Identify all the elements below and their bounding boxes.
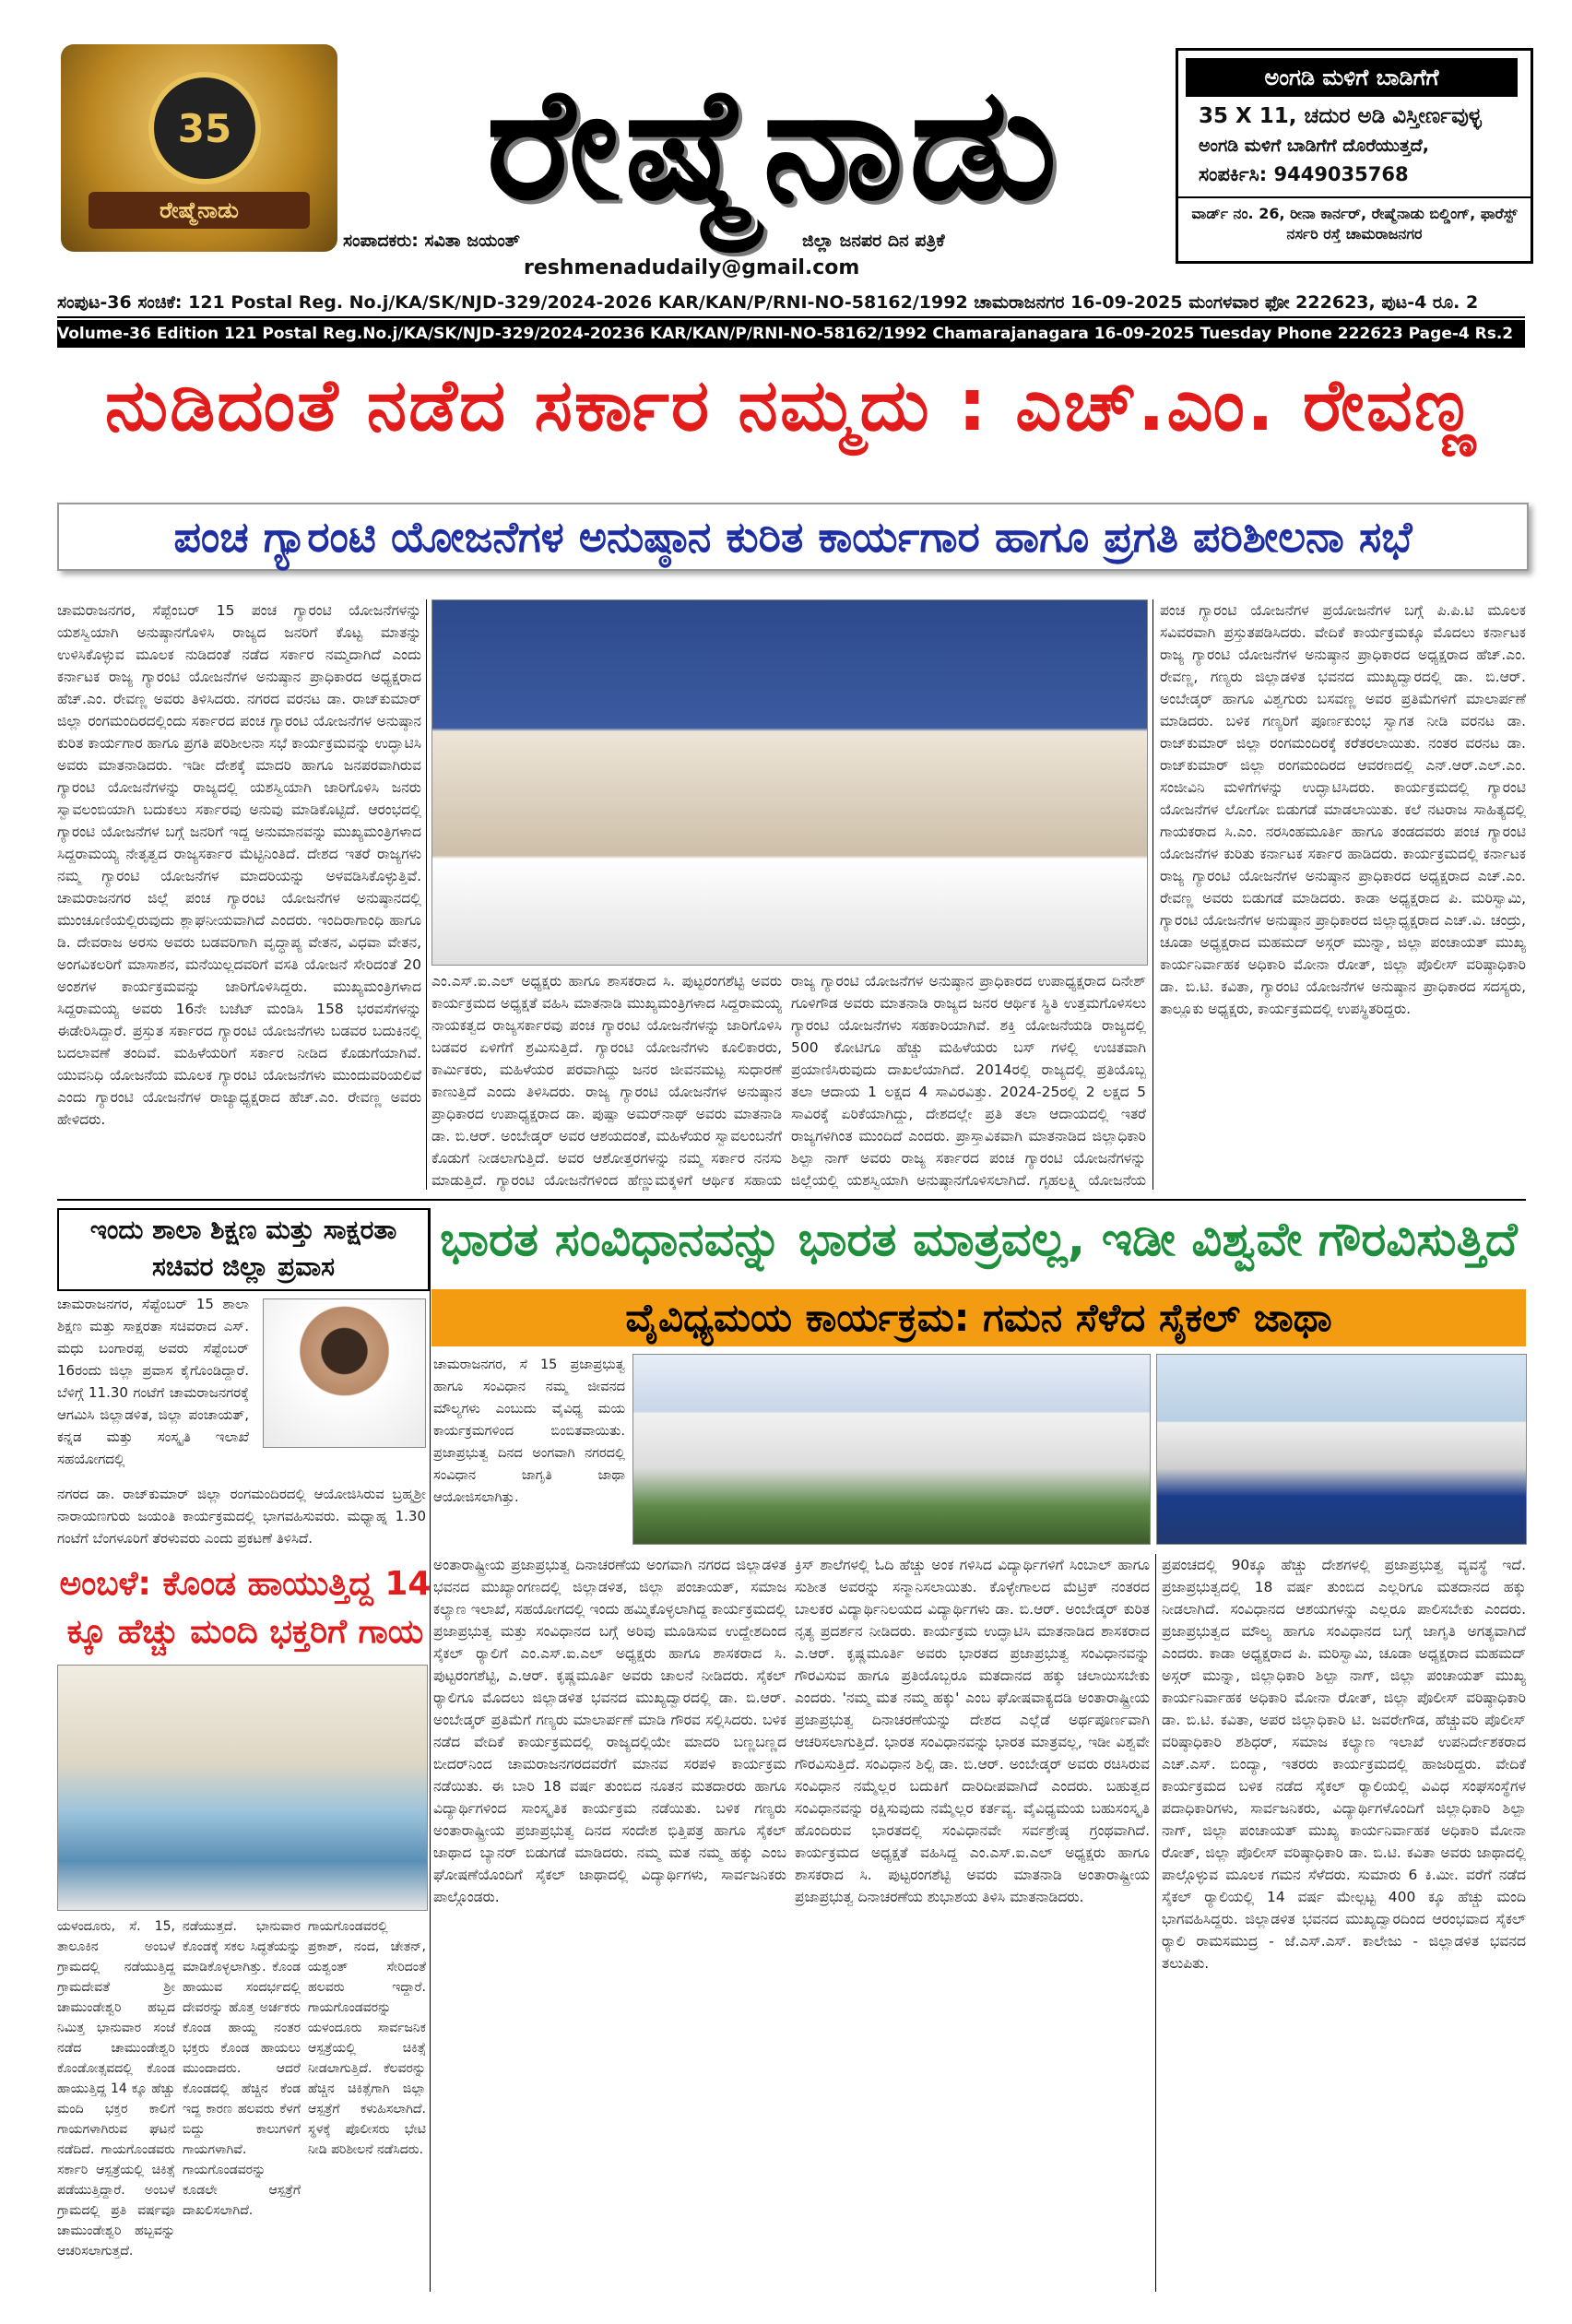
main-story-column-1: ಚಾಮರಾಜನಗರ, ಸೆಪ್ಟೆಂಬರ್ 15 ಪಂಚ ಗ್ಯಾರಂಟಿ ಯೋಜನೆಗಳನ್ನು ಯಶಸ್ವಿಯಾಗಿ ಅನುಷ್ಠಾನಗೊಳಿಸಿ ರಾಜ್ಯದ ಜನರಿಗೆ ಕೊಟ್ಟ ಮಾತನ್ನು ಉಳಿಸಿಕೊಳ್ಳುವ ಮೂಲಕ ನುಡಿದಂತೆ ನಡೆದ ಸರ್ಕಾರ ನಮ್ಮದಾಗಿದೆ ಎಂದು ಕರ್ನಾಟಕ ರಾಜ್ಯ ಗ್ಯಾರಂಟಿ ಯೋಜನೆಗಳ ಅನುಷ್ಠಾನ ಪ್ರಾಧಿಕಾರದ ಅಧ್ಯಕ್ಷರಾದ ಹೆಚ್.ಎಂ. ರೇವಣ್ಣ ಅವರು ತಿಳಿಸಿದರು. ನಗರದ ವರನಟ ಡಾ. ರಾಜ್‌ಕುಮಾರ್ ಜಿಲ್ಲಾ ರಂಗಮಂದಿರದಲ್ಲಿಂದು ಸರ್ಕಾರದ ಪಂಚ ಗ್ಯಾರಂಟಿ ಯೋಜನೆಗಳ ಅನುಷ್ಠಾನ ಕುರಿತ ಕಾರ್ಯಗಾರ ಹಾಗೂ ಪ್ರಗತಿ ಪರಿಶೀಲನಾ ಸಭೆ ಕಾರ್ಯಕ್ರಮವನ್ನು ಉದ್ಘಾಟಿಸಿ ಅವರು ಮಾತನಾಡಿದರು. ಇಡೀ ದೇಶಕ್ಕೆ ಮಾದರಿ ಹಾಗೂ ಜನಪರವಾಗಿರುವ ಗ್ಯಾರಂಟಿ ಯೋಜನೆಗಳನ್ನು ರಾಜ್ಯದಲ್ಲಿ ಯಶಸ್ವಿಯಾಗಿ ಜಾರಿಗೊಳಿಸಿ ಜನರು ಸ್ವಾವಲಂಬಿಯಾಗಿ ಬದುಕಲು ಸರ್ಕಾರವು ಅನುವು ಮಾಡಿಕೊಟ್ಟಿದೆ. ಆರಂಭದಲ್ಲಿ ಗ್ಯಾರಂಟಿ ಯೋಜನೆಗಳ ಬಗ್ಗೆ ಜನರಿಗೆ ಇದ್ದ ಅನುಮಾನವನ್ನು ಮುಖ್ಯಮಂತ್ರಿಗಳಾದ ಸಿದ್ದರಾಮಯ್ಯ ನೇತೃತ್ವದ ರಾಜ್ಯಸರ್ಕಾರ ಮೆಟ್ಟಿನಿಂತಿದೆ. ದೇಶದ ಇತರೆ ರಾಜ್ಯಗಳು ನಮ್ಮ ಗ್ಯಾರಂಟಿ ಯೋಜನೆಗಳ ಮಾದರಿಯನ್ನು ಅಳವಡಿಸಿಕೊಳ್ಳುತ್ತಿವೆ. ಚಾಮರಾಜನಗರ ಜಿಲ್ಲೆ ಪಂಚ ಗ್ಯಾರಂಟಿ ಯೋಜನೆಗಳ ಅನುಷ್ಠಾನದಲ್ಲಿ ಮುಂಚೂಣಿಯಲ್ಲಿರುವುದು ಶ್ಲಾಘನೀಯವಾಗಿದೆ ಎಂದರು. ಇಂದಿರಾಗಾಂಧಿ ಹಾಗೂ ಡಿ. ದೇವರಾಜ ಅರಸು ಅವರು ಬಡವರಿಗಾಗಿ ವೃದ್ಧಾಪ್ಯ ವೇತನ, ವಿಧವಾ ವೇತನ, ಅಂಗವಿಕಲರಿಗೆ ಮಾಸಾಶನ, ಮನೆಯಿಲ್ಲದವರಿಗೆ ವಸತಿ ಯೋಜನೆ ಸೇರಿದಂತೆ 20 ಅಂಶಗಳ ಕಾರ್ಯಕ್ರಮವನ್ನು ಜಾರಿಗೊಳಿಸಿದ್ದರು. ಮುಖ್ಯಮಂತ್ರಿಗಳಾದ ಸಿದ್ದರಾಮಯ್ಯ ಅವರು 16ನೇ ಬಜೆಟ್ ಮಂಡಿಸಿ 158 ಭರವಸೆಗಳನ್ನು ಈಡೇರಿಸಿದ್ದಾರೆ. ಪ್ರಸ್ತುತ ಸರ್ಕಾರದ ಗ್ಯಾರಂಟಿ ಯೋಜನೆಗಳು ಬಡವರ ಬದುಕಿನಲ್ಲಿ ಬದಲಾವಣೆ ತಂದಿವೆ. ಮಹಿಳೆಯರಿಗೆ ಸರ್ಕಾರ ನೀಡಿದ ಕೊಡುಗೆಯಾಗಿವೆ. ಯುವನಿಧಿ ಯೋಜನೆಯ ಮೂಲಕ ಗ್ಯಾರಂಟಿ ಯೋಜನೆಗಳು ಮುಂದುವರಿಯಲಿವೆ ಎಂದು ಗ್ಯಾರಂಟಿ ಯೋಜನೆಗಳ ರಾಜ್ಯಾಧ್ಯಕ್ಷರಾದ ಹೆಚ್.ಎಂ. ರೇವಣ್ಣ ಅವರು ಹೇಳಿದರು. xyxy=(57,602,421,1128)
main-story-column-4: ಪಂಚ ಗ್ಯಾರಂಟಿ ಯೋಜನೆಗಳ ಪ್ರಯೋಜನೆಗಳ ಬಗ್ಗೆ ಪಿ.ಪಿ.ಟಿ ಮೂಲಕ ಸವಿವರವಾಗಿ ಪ್ರಸ್ತುತಪಡಿಸಿದರು. ವೇದಿಕೆ ಕಾರ್ಯಕ್ರಮಕ್ಕೂ ಮೊದಲು ಕರ್ನಾಟಕ ರಾಜ್ಯ ಗ್ಯಾರಂಟಿ ಯೋಜನೆಗಳ ಅನುಷ್ಠಾನ ಪ್ರಾಧಿಕಾರದ ಅಧ್ಯಕ್ಷರಾದ ಹೆಚ್.ಎಂ. ರೇವಣ್ಣ, ಗಣ್ಯರು ಜಿಲ್ಲಾಡಳಿತ ಭವನದ ಮುಖ್ಯದ್ವಾರದಲ್ಲಿ ಡಾ. ಬಿ.ಆರ್. ಅಂಬೇಡ್ಕರ್ ಹಾಗೂ ವಿಶ್ವಗುರು ಬಸವಣ್ಣ ಅವರ ಪ್ರತಿಮೆಗಳಿಗೆ ಮಾಲಾರ್ಪಣೆ ಮಾಡಿದರು. ಬಳಿಕ ಗಣ್ಯರಿಗೆ ಪೂರ್ಣಕುಂಭ ಸ್ವಾಗತ ನೀಡಿ ವರನಟ ಡಾ. ರಾಜ್‌ಕುಮಾರ್ ಜಿಲ್ಲಾ ರಂಗಮಂದಿರಕ್ಕೆ ಕರೆತರಲಾಯಿತು. ನಂತರ ವರನಟ ಡಾ. ರಾಜ್‌ಕುಮಾರ್ ಜಿಲ್ಲಾ ರಂಗಮಂದಿರದ ಆವರಣದಲ್ಲಿ ಎನ್.ಆರ್.ಎಲ್.ಎಂ. ಸಂಜೀವಿನಿ ಮಳಿಗೆಗಳನ್ನು ಉದ್ಘಾಟಿಸಿದರು. ಕಾರ್ಯಕ್ರಮದಲ್ಲಿ ಗ್ಯಾರಂಟಿ ಯೋಜನೆಗಳ ಲೋಗೋ ಬಿಡುಗಡೆ ಮಾಡಲಾಯಿತು. ಕಲೆ ನಟರಾಜ ಸಾಹಿತ್ಯದಲ್ಲಿ ಗಾಯಕರಾದ ಸಿ.ಎಂ. ನರಸಿಂಹಮೂರ್ತಿ ಹಾಗೂ ತಂಡದವರು ಪಂಚ ಗ್ಯಾರಂಟಿ ಯೋಜನೆಗಳ ಕುರಿತು ಕರ್ನಾಟಕ ಸರ್ಕಾರ ಹಾಡಿದರು. ಕಾರ್ಯಕ್ರಮದಲ್ಲಿ ಕರ್ನಾಟಕ ರಾಜ್ಯ ಗ್ಯಾರಂಟಿ ಯೋಜನೆಗಳ ಅನುಷ್ಠಾನ ಪ್ರಾಧಿಕಾರದ ಅಧ್ಯಕ್ಷರಾದ ಎಚ್.ಎಂ. ರೇವಣ್ಣ ಅವರು ಬಿಡುಗಡೆ ಮಾಡಿದರು. ಕಾಡಾ ಅಧ್ಯಕ್ಷರಾದ ಪಿ. ಮರಿಸ್ವಾಮಿ, ಗ್ಯಾರಂಟಿ ಯೋಜನೆಗಳ ಅನುಷ್ಠಾನ ಪ್ರಾಧಿಕಾರದ ಜಿಲ್ಲಾಧ್ಯಕ್ಷರಾದ ಎಚ್.ವಿ. ಚಂದ್ರು, ಚೂಡಾ ಅಧ್ಯಕ್ಷರಾದ ಮಹಮದ್ ಅಸ್ಗರ್ ಮುನ್ನಾ, ಜಿಲ್ಲಾ ಪಂಚಾಯತ್ ಮುಖ್ಯ ಕಾರ್ಯನಿರ್ವಾಹಕ ಅಧಿಕಾರಿ ಮೋನಾ ರೋತ್, ಜಿಲ್ಲಾ ಪೊಲೀಸ್ ವರಿಷ್ಠಾಧಿಕಾರಿ ಡಾ. ಬಿ.ಟಿ. ಕವಿತಾ, ಗ್ಯಾರಂಟಿ ಯೋಜನೆಗಳ ಅನುಷ್ಠಾನ ಪ್ರಾಧಿಕಾರದ ಸದಸ್ಯರು, ತಾಲ್ಲೂಕು ಅಧ್ಯಕ್ಷರು, ಕಾರ್ಯಕ್ರಮದಲ್ಲಿ ಉಪಸ್ಥಿತರಿದ್ದರು. xyxy=(1160,602,1526,1017)
main-story-column-2: ಎಂ.ಎಸ್.ಐ.ಎಲ್ ಅಧ್ಯಕ್ಷರು ಹಾಗೂ ಶಾಸಕರಾದ ಸಿ. ಪುಟ್ಟರಂಗಶೆಟ್ಟಿ ಅವರು ಕಾರ್ಯಕ್ರಮದ ಅಧ್ಯಕ್ಷತೆ ವಹಿಸಿ ಮಾತನಾಡಿ ಮುಖ್ಯಮಂತ್ರಿಗಳಾದ ಸಿದ್ದರಾಮಯ್ಯ ನಾಯಕತ್ವದ ರಾಜ್ಯಸರ್ಕಾರವು ಪಂಚ ಗ್ಯಾರಂಟಿ ಯೋಜನೆಗಳನ್ನು ಜಾರಿಗೊಳಿಸಿ ಬಡವರ ಏಳಿಗೆಗೆ ಶ್ರಮಿಸುತ್ತಿದೆ. ಗ್ಯಾರಂಟಿ ಯೋಜನೆಗಳು ಕೂಲಿಕಾರರು, ಕಾರ್ಮಿಕರು, ಮಹಿಳೆಯರ ಪರವಾಗಿದ್ದು ಜನರ ಜೀವನಮಟ್ಟ ಸುಧಾರಣೆ ಕಾಣುತ್ತಿದೆ ಎಂದು ತಿಳಿಸಿದರು. ರಾಜ್ಯ ಗ್ಯಾರಂಟಿ ಯೋಜನೆಗಳ ಅನುಷ್ಠಾನ ಪ್ರಾಧಿಕಾರದ ಉಪಾಧ್ಯಕ್ಷರಾದ ಡಾ. ಪುಷ್ಪಾ ಅಮರ್‌ನಾಥ್ ಅವರು ಮಾತನಾಡಿ ಡಾ. ಬಿ.ಆರ್. ಅಂಬೇಡ್ಕರ್ ಅವರ ಆಶಯದಂತೆ, ಮಹಿಳೆಯರ ಸ್ವಾವಲಂಬನೆಗೆ ಕೊಡುಗೆ ನೀಡಲಾಗುತ್ತಿದೆ. ಅವರ ಆಶೋತ್ತರಗಳನ್ನು ನಮ್ಮ ಸರ್ಕಾರ ನನಸು ಮಾಡುತ್ತಿದೆ. ಗ್ಯಾರಂಟಿ ಯೋಜನೆಗಳಿಂದ ಹೆಣ್ಣುಮಕ್ಕಳಿಗೆ ಆರ್ಥಿಕ ಸಹಾಯ xyxy=(431,973,782,1189)
ad-address: ವಾರ್ಡ್ ನಂ. 26, ರೀನಾ ಕಾರ್ನರ್, ರೇಷ್ಮೆನಾಡು ಬಿಲ್ಡಿಂಗ್, ಫಾರೆಸ್ಟ್ ನರ್ಸರಿ ರಸ್ತೆ ಚಾಮರಾಜನಗರ xyxy=(1191,205,1518,243)
ad-title: ಅಂಗಡಿ ಮಳಿಗೆ ಬಾಡಿಗೆಗೆ xyxy=(1186,58,1518,97)
minister-tour-headline: ಇಂದು ಶಾಲಾ ಶಿಕ್ಷಣ ಮತ್ತು ಸಾಕ್ಷರತಾ ಸಚಿವರ ಜಿಲ್ಲಾ ಪ್ರವಾಸ xyxy=(57,1208,430,1291)
garanti-event-photo xyxy=(431,599,1148,966)
minister-tour-text-continued: ನಗರದ ಡಾ. ರಾಜ್‌ಕುಮಾರ್ ಜಿಲ್ಲಾ ರಂಗಮಂದಿರದಲ್ಲಿ ಆಯೋಜಿಸಿರುವ ಬ್ರಹ್ಮಶ್ರೀ ನಾರಾಯಣಗುರು ಜಯಂತಿ ಕಾರ್ಯಕ್ರಮದಲ್ಲಿ ಭಾಗವಹಿಸುವರು. ಮಧ್ಯಾಹ್ನ 1.30 ಗಂಟೆಗೆ ಬೆಂಗಳೂರಿಗೆ ತೆರಳುವರು ಎಂದು ಪ್ರಕಟಣೆ ತಿಳಿಸಿದೆ. xyxy=(57,1486,426,1547)
minister-portrait xyxy=(263,1298,426,1448)
constitution-subheadline: ವೈವಿಧ್ಯಮಯ ಕಾರ್ಯಕ್ರಮ: ಗಮನ ಸೆಳೆದ ಸೈಕಲ್ ಜಾಥಾ xyxy=(431,1289,1526,1346)
ad-availability-line: ಅಂಗಡಿ ಮಳಿಗೆ ಬಾಡಿಗೆಗೆ ದೊರೆಯುತ್ತದೆ, xyxy=(1199,136,1429,156)
contact-email: reshmenadudaily@gmail.com xyxy=(524,256,860,279)
column-divider xyxy=(426,599,427,1190)
ad-size-line: 35 X 11, ಚದುರ ಅಡಿ ವಿಸ್ತೀರ್ಣವುಳ್ಳ xyxy=(1199,104,1482,128)
logo-ribbon: ರೇಷ್ಮೆನಾಡು xyxy=(89,192,310,229)
constitution-column-3: ಪ್ರಪಂಚದಲ್ಲಿ 90ಕ್ಕೂ ಹೆಚ್ಚು ದೇಶಗಳಲ್ಲಿ ಪ್ರಜಾಪ್ರಭುತ್ವ ವ್ಯವಸ್ಥೆ ಇದೆ. ಪ್ರಜಾಪ್ರಭುತ್ವದಲ್ಲಿ 18 ವರ್ಷ ತುಂಬಿದ ಎಲ್ಲರಿಗೂ ಮತದಾನದ ಹಕ್ಕು ನೀಡಲಾಗಿದೆ. ಸಂವಿಧಾನದ ಆಶಯಗಳನ್ನು ಎಲ್ಲರೂ ಪಾಲಿಸಬೇಕು ಎಂದರು. ಪ್ರಜಾಪ್ರಭುತ್ವದ ಮೌಲ್ಯ ಹಾಗೂ ಸಂವಿಧಾನದ ಬಗ್ಗೆ ಜಾಗೃತಿ ಅಗತ್ಯವಾಗಿದೆ ಎಂದರು. ಕಾಡಾ ಅಧ್ಯಕ್ಷರಾದ ಪಿ. ಮರಿಸ್ವಾಮಿ, ಚೂಡಾ ಅಧ್ಯಕ್ಷರಾದ ಮಹಮದ್ ಅಸ್ಗರ್ ಮುನ್ನಾ, ಜಿಲ್ಲಾಧಿಕಾರಿ ಶಿಲ್ಪಾ ನಾಗ್, ಜಿಲ್ಲಾ ಪಂಚಾಯತ್ ಮುಖ್ಯ ಕಾರ್ಯನಿರ್ವಾಹಕ ಅಧಿಕಾರಿ ಮೋನಾ ರೋತ್, ಜಿಲ್ಲಾ ಪೊಲೀಸ್ ವರಿಷ್ಠಾಧಿಕಾರಿ ಡಾ. ಬಿ.ಟಿ. ಕವಿತಾ, ಅಪರ ಜಿಲ್ಲಾಧಿಕಾರಿ ಟಿ. ಜವರೇಗೌಡ, ಹೆಚ್ಚುವರಿ ಪೊಲೀಸ್ ವರಿಷ್ಠಾಧಿಕಾರಿ ಶಶಿಧರ್, ಸಮಾಜ ಕಲ್ಯಾಣ ಇಲಾಖೆ ಉಪನಿರ್ದೇಶಕರಾದ ಎಚ್.ಎಸ್. ಬಿಂದ್ಯಾ, ಇತರರು ಕಾರ್ಯಕ್ರಮದಲ್ಲಿ ಹಾಜರಿದ್ದರು. ವೇದಿಕೆ ಕಾರ್ಯಕ್ರಮದ ಬಳಿಕ ನಡೆದ ಸೈಕಲ್ ರ್‍ಯಾಲಿಯಲ್ಲಿ ವಿವಿಧ ಸಂಘಸಂಸ್ಥೆಗಳ ಪದಾಧಿಕಾರಿಗಳು, ಸಾರ್ವಜನಿಕರು, ವಿದ್ಯಾರ್ಥಿಗಳೊಂದಿಗೆ ಜಿಲ್ಲಾಧಿಕಾರಿ ಶಿಲ್ಪಾ ನಾಗ್, ಜಿಲ್ಲಾ ಪಂಚಾಯತ್ ಮುಖ್ಯ ಕಾರ್ಯನಿರ್ವಾಹಕ ಅಧಿಕಾರಿ ಮೋನಾ ರೋತ್, ಜಿಲ್ಲಾ ಪೊಲೀಸ್ ವರಿಷ್ಠಾಧಿಕಾರಿ ಡಾ. ಬಿ.ಟಿ. ಕವಿತಾ ಅವರು ಜಾಥಾದಲ್ಲಿ ಪಾಲ್ಗೊಳ್ಳುವ ಮೂಲಕ ಗಮನ ಸೆಳೆದರು. ಸುಮಾರು 6 ಕಿ.ಮೀ. ವರೆಗೆ ನಡೆದ ಸೈಕಲ್ ರ್‍ಯಾಲಿಯಲ್ಲಿ 14 ವರ್ಷ ಮೇಲ್ಪಟ್ಟ 400 ಕ್ಕೂ ಹೆಚ್ಚು ಮಂದಿ ಭಾಗವಹಿಸಿದ್ದರು. ಜಿಲ್ಲಾಡಳಿತ ಭವನದ ಮುಖ್ಯದ್ವಾರದಿಂದ ಆರಂಭವಾದ ಸೈಕಲ್ ರ್‍ಯಾಲಿ ರಾಮಸಮುದ್ರ - ಜೆ.ಎಸ್.ಎಸ್. ಕಾಲೇಜು - ಜಿಲ್ಲಾಡಳಿತ ಭವನದ ತಲುಪಿತು. xyxy=(1162,1557,1526,1972)
ambale-column-3: ಗಾಯಗೊಂಡವರಲ್ಲಿ ಪ್ರಕಾಶ್, ನಂದ, ಚೇತನ್, ಯಶ್ವಂತ್ ಸೇರಿದಂತೆ ಹಲವರು ಇದ್ದಾರೆ. ಗಾಯಗೊಂಡವರನ್ನು ಯಳಂದೂರು ಸಾರ್ವಜನಿಕ ಆಸ್ಪತ್ರೆಯಲ್ಲಿ ಚಿಕಿತ್ಸೆ ನೀಡಲಾಗುತ್ತಿದೆ. ಕೆಲವರನ್ನು ಹೆಚ್ಚಿನ ಚಿಕಿತ್ಸೆಗಾಗಿ ಜಿಲ್ಲಾ ಆಸ್ಪತ್ರೆಗೆ ಕಳುಹಿಸಲಾಗಿದೆ. ಸ್ಥಳಕ್ಕೆ ಪೊಲೀಸರು ಭೇಟಿ ನೀಡಿ ಪರಿಶೀಲನೆ ನಡೆಸಿದರು. xyxy=(308,1919,426,2157)
ambale-column-2: ನಡೆಯುತ್ತದೆ. ಭಾನುವಾರ ಕೊಂಡಕ್ಕೆ ಸಕಲ ಸಿದ್ಧತೆಯನ್ನು ಮಾಡಿಕೊಳ್ಳಲಾಗಿತ್ತು. ಕೊಂಡ ಹಾಯುವ ಸಂದರ್ಭದಲ್ಲಿ ದೇವರನ್ನು ಹೊತ್ತ ಅರ್ಚಕರು ಕೊಂಡ ಹಾಯ್ದ ನಂತರ ಭಕ್ತರು ಕೊಂಡ ಹಾಯಲು ಮುಂದಾದರು. ಆದರೆ ಕೊಂಡದಲ್ಲಿ ಹೆಚ್ಚಿನ ಕೆಂಡ ಇದ್ದ ಕಾರಣ ಹಲವರು ಕೆಳಗೆ ಬಿದ್ದು ಕಾಲುಗಳಿಗೆ ಗಾಯಗಳಾಗಿವೆ. ಗಾಯಗೊಂಡವರನ್ನು ಕೂಡಲೇ ಆಸ್ಪತ್ರೆಗೆ ದಾಖಲಿಸಲಾಗಿದೆ. xyxy=(183,1919,301,2218)
constitution-intro: ಚಾಮರಾಜನಗರ, ಸೆ 15 ಪ್ರಜಾಪ್ರಭುತ್ವ ಹಾಗೂ ಸಂವಿಧಾನ ನಮ್ಮ ಜೀವನದ ಮೌಲ್ಯಗಳು ಎಂಬುದು ವೈವಿಧ್ಯ ಮಯ ಕಾರ್ಯಕ್ರಮಗಳಿಂದ ಬಿಂಬಿತವಾಯಿತು. ಪ್ರಜಾಪ್ರಭುತ್ವ ದಿನದ ಅಂಗವಾಗಿ ನಗರದಲ್ಲಿ ಸಂವಿಧಾನ ಜಾಗೃತಿ ಜಾಥಾ ಆಯೋಜಿಸಲಾಗಿತ್ತು. xyxy=(433,1358,625,1505)
main-story-column-3: ರಾಜ್ಯ ಗ್ಯಾರಂಟಿ ಯೋಜನೆಗಳ ಅನುಷ್ಠಾನ ಪ್ರಾಧಿಕಾರದ ಉಪಾಧ್ಯಕ್ಷರಾದ ದಿನೇಶ್ ಗೂಳಿಗೌಡ ಅವರು ಮಾತನಾಡಿ ರಾಜ್ಯದ ಜನರ ಆರ್ಥಿಕ ಸ್ಥಿತಿ ಉತ್ತಮಗೊಳಿಸಲು ಗ್ಯಾರಂಟಿ ಯೋಜನೆಗಳು ಸಹಕಾರಿಯಾಗಿವೆ. ಶಕ್ತಿ ಯೋಜನೆಯಡಿ ರಾಜ್ಯದಲ್ಲಿ 500 ಕೋಟಿಗೂ ಹೆಚ್ಚು ಮಹಿಳೆಯರು ಬಸ್‌ ಗಳಲ್ಲಿ ಉಚಿತವಾಗಿ ಪ್ರಯಾಣಿಸಿರುವುದು ದಾಖಲೆಯಾಗಿದೆ. 2014ರಲ್ಲಿ ರಾಜ್ಯದಲ್ಲಿ ಪ್ರತಿಯೊಬ್ಬ ತಲಾ ಆದಾಯ 1 ಲಕ್ಷದ 4 ಸಾವಿರವಿತ್ತು. 2024-25ರಲ್ಲಿ 2 ಲಕ್ಷದ 5 ಸಾವಿರಕ್ಕೆ ಏರಿಕೆಯಾಗಿದ್ದು, ದೇಶದಲ್ಲೇ ಪ್ರತಿ ತಲಾ ಆದಾಯದಲ್ಲಿ ಇತರೆ ರಾಜ್ಯಗಳಿಗಿಂತ ಮುಂದಿದೆ ಎಂದರು. ಪ್ರಾಸ್ತಾವಿಕವಾಗಿ ಮಾತನಾಡಿದ ಜಿಲ್ಲಾಧಿಕಾರಿ ಶಿಲ್ಪಾ ನಾಗ್ ಅವರು ರಾಜ್ಯ ಸರ್ಕಾರದ ಪಂಚ ಗ್ಯಾರಂಟಿ ಯೋಜನೆಗಳನ್ನು ಜಿಲ್ಲೆಯಲ್ಲಿ ಯಶಸ್ವಿಯಾಗಿ ಅನುಷ್ಠಾನಗೊಳಿಸಲಾಗಿದೆ. ಗೃಹಲಕ್ಷ್ಮಿ ಯೋಜನೆಯ xyxy=(791,973,1146,1189)
issue-info-english: Volume-36 Edition 121 Postal Reg.No.j/KA/SK/NJD-329/2024-20236 KAR/KAN/P/RNI-NO-58162/1992 Chamarajanagara 16-09-2025 Tuesday Phone 222623 Page-4 Rs.2 xyxy=(57,320,1525,348)
district-tagline: ಜಿಲ್ಲಾ ಜನಪರ ದಿನ ಪತ್ರಿಕೆ xyxy=(802,231,945,251)
column-divider xyxy=(1155,1554,1156,2292)
newspaper-title: ರೇಷ್ಮೆನಾಡು xyxy=(486,52,1063,234)
constitution-column-2: ಕ್ರಿಸ್ ಶಾಲೆಗಳಲ್ಲಿ ಓದಿ ಹೆಚ್ಚು ಅಂಕ ಗಳಿಸಿದ ವಿದ್ಯಾರ್ಥಿಗಳಿಗೆ ಸಿಂಬಾಲ್ ಹಾಗೂ ಸುಶೀತ ಅವರನ್ನು ಸನ್ಮಾನಿಸಲಾಯಿತು. ಕೊಳ್ಳೇಗಾಲದ ಮೆಟ್ರಿಕ್ ನಂತರದ ಬಾಲಕರ ವಿದ್ಯಾರ್ಥಿನಿಲಯದ ವಿದ್ಯಾರ್ಥಿಗಳು ಡಾ. ಬಿ.ಆರ್. ಅಂಬೇಡ್ಕರ್ ಕುರಿತ ನೃತ್ಯ ಪ್ರದರ್ಶನ ನೀಡಿದರು. ಕಾರ್ಯಕ್ರಮ ಉದ್ಘಾಟಿಸಿ ಮಾತನಾಡಿದ ಶಾಸಕರಾದ ಎ.ಆರ್. ಕೃಷ್ಣಮೂರ್ತಿ ಅವರು ಭಾರತದ ಪ್ರಜಾಪ್ರಭುತ್ವ ಸಂವಿಧಾನವನ್ನು ಗೌರವಿಸುವ ಹಾಗೂ ಪ್ರತಿಯೊಬ್ಬರೂ ಮತದಾನದ ಹಕ್ಕು ಚಲಾಯಿಸಬೇಕು ಎಂದರು. 'ನಮ್ಮ ಮತ ನಮ್ಮ ಹಕ್ಕು' ಎಂಬ ಘೋಷವಾಕ್ಯದಡಿ ಅಂತಾರಾಷ್ಟ್ರೀಯ ಪ್ರಜಾಪ್ರಭುತ್ವ ದಿನಾಚರಣೆಯನ್ನು ದೇಶದ ಎಲ್ಲೆಡೆ ಅರ್ಥಪೂರ್ಣವಾಗಿ ಆಚರಿಸಲಾಗುತ್ತಿದೆ. ಭಾರತ ಸಂವಿಧಾನವನ್ನು ಭಾರತ ಮಾತ್ರವಲ್ಲ, ಇಡೀ ವಿಶ್ವವೇ ಗೌರವಿಸುತ್ತಿದೆ. ಸಂವಿಧಾನ ಶಿಲ್ಪಿ ಡಾ. ಬಿ.ಆರ್. ಅಂಬೇಡ್ಕರ್ ಅವರು ರಚಿಸಿರುವ ಸಂವಿಧಾನ ನಮ್ಮೆಲ್ಲರ ಬದುಕಿಗೆ ದಾರಿದೀಪವಾಗಿದೆ ಎಂದರು. ಬಹುತ್ವದ ಸಂವಿಧಾನವನ್ನು ರಕ್ಷಿಸುವುದು ನಮ್ಮೆಲ್ಲರ ಕರ್ತವ್ಯ. ವೈವಿಧ್ಯಮಯ ಬಹುಸಂಸ್ಕೃತಿ ಹೊಂದಿರುವ ಭಾರತದಲ್ಲಿ ಸಂವಿಧಾನವೇ ಸರ್ವಶ್ರೇಷ್ಠ ಗ್ರಂಥವಾಗಿದೆ. ಕಾರ್ಯಕ್ರಮದ ಅಧ್ಯಕ್ಷತೆ ವಹಿಸಿದ್ದ ಎಂ.ಎಸ್.ಐ.ಎಲ್ ಅಧ್ಯಕ್ಷರು ಹಾಗೂ ಶಾಸಕರಾದ ಸಿ. ಪುಟ್ಟರಂಗಶೆಟ್ಟಿ ಅವರು ಮಾತನಾಡಿ ಅಂತಾರಾಷ್ಟ್ರೀಯ ಪ್ರಜಾಪ್ರಭುತ್ವ ದಿನಾಚರಣೆಯ ಶುಭಾಶಯ ತಿಳಿಸಿ ಮಾತನಾಡಿದರು. xyxy=(795,1557,1150,1905)
issue-info-kannada: ಸಂಪುಟ-36 ಸಂಚಿಕೆ: 121 Postal Reg. No.j/KA/SK/NJD-329/2024-2026 KAR/KAN/P/RNI-NO-58162/1992 ಚಾಮರಾಜನಗರ 16-09-2025 ಮಂಗಳವಾರ ಫೋ 222623, ಪುಟ-4 ರೂ. 2 xyxy=(57,289,1525,318)
column-divider xyxy=(1152,599,1153,1190)
ambale-headline: ಅಂಬಳೆ: ಕೊಂಡ ಹಾಯುತ್ತಿದ್ದ 14 ಕ್ಕೂ ಹೆಚ್ಚು ಮಂದಿ ಭಕ್ತರಿಗೆ ಗಾಯ xyxy=(59,1565,431,1651)
constitution-headline: ಭಾರತ ಸಂವಿಧಾನವನ್ನು ಭಾರತ ಮಾತ್ರವಲ್ಲ, ಇಡೀ ವಿಶ್ವವೇ ಗೌರವಿಸುತ್ತಿದೆ xyxy=(440,1213,1518,1267)
section-divider xyxy=(57,1199,1526,1201)
cycle-rally-photo xyxy=(1156,1354,1527,1545)
editor-credit: ಸಂಪಾದಕರು: ಸವಿತಾ ಜಯಂತ್ xyxy=(343,231,521,251)
main-headline: ನುಡಿದಂತೆ ನಡೆದ ಸರ್ಕಾರ ನಮ್ಮದು : ಎಚ್.ಎಂ. ರೇವಣ್ಣ xyxy=(104,364,1478,447)
minister-tour-text: ಚಾಮರಾಜನಗರ, ಸೆಪ್ಟೆಂಬರ್ 15 ಶಾಲಾ ಶಿಕ್ಷಣ ಮತ್ತು ಸಾಕ್ಷರತಾ ಸಚಿವರಾದ ಎಸ್. ಮಧು ಬಂಗಾರಪ್ಪ ಅವರು ಸೆಪ್ಟೆಂಬರ್ 16ರಂದು ಜಿಲ್ಲಾ ಪ್ರವಾಸ ಕೈಗೊಂಡಿದ್ದಾರೆ. ಬೆಳಿಗ್ಗೆ 11.30 ಗಂಟೆಗೆ ಚಾಮರಾಜನಗರಕ್ಕೆ ಆಗಮಿಸಿ ಜಿಲ್ಲಾಡಳಿತ, ಜಿಲ್ಲಾ ಪಂಚಾಯತ್, ಕನ್ನಡ ಮತ್ತು ಸಂಸ್ಕೃತಿ ಇಲಾಖೆ ಸಹಯೋಗದಲ್ಲಿ xyxy=(57,1296,249,1467)
injured-devotees-photo xyxy=(57,1665,428,1911)
ambale-column-1: ಯಳಂದೂರು, ಸೆ. 15, ತಾಲೂಕಿನ ಅಂಬಳೆ ಗ್ರಾಮದಲ್ಲಿ ನಡೆಯುತ್ತಿದ್ದ ಗ್ರಾಮದೇವತೆ ಶ್ರೀ ಚಾಮುಂಡೇಶ್ವರಿ ಹಬ್ಬದ ನಿಮಿತ್ತ ಭಾನುವಾರ ಸಂಜೆ ನಡೆದ ಚಾಮುಂಡೇಶ್ವರಿ ಕೊಂಡೋತ್ಸವದಲ್ಲಿ ಕೊಂಡ ಹಾಯುತ್ತಿದ್ದ 14 ಕ್ಕೂ ಹೆಚ್ಚು ಮಂದಿ ಭಕ್ತರ ಕಾಲಿಗೆ ಗಾಯಗಳಾಗಿರುವ ಘಟನೆ ನಡೆದಿದೆ. ಗಾಯಗೊಂಡವರು ಸರ್ಕಾರಿ ಆಸ್ಪತ್ರೆಯಲ್ಲಿ ಚಿಕಿತ್ಸೆ ಪಡೆಯುತ್ತಿದ್ದಾರೆ. ಅಂಬಳೆ ಗ್ರಾಮದಲ್ಲಿ ಪ್ರತಿ ವರ್ಷವೂ ಚಾಮುಂಡೇಶ್ವರಿ ಹಬ್ಬವನ್ನು ಆಚರಿಸಲಾಗುತ್ತದೆ. xyxy=(57,1919,175,2259)
ad-divider xyxy=(1178,196,1531,198)
constitution-event-photo xyxy=(632,1354,1151,1545)
ad-contact-line: ಸಂಪರ್ಕಿಸಿ: 9449035768 xyxy=(1199,163,1409,185)
shop-rent-ad xyxy=(1176,48,1533,264)
constitution-column-1: ಅಂತಾರಾಷ್ಟ್ರೀಯ ಪ್ರಜಾಪ್ರಭುತ್ವ ದಿನಾಚರಣೆಯ ಅಂಗವಾಗಿ ನಗರದ ಜಿಲ್ಲಾಡಳಿತ ಭವನದ ಮುಖ್ಯಾಂಗಣದಲ್ಲಿ ಜಿಲ್ಲಾಡಳಿತ, ಜಿಲ್ಲಾ ಪಂಚಾಯತ್, ಸಮಾಜ ಕಲ್ಯಾಣ ಇಲಾಖೆ, ಸಹಯೋಗದಲ್ಲಿ ಇಂದು ಹಮ್ಮಿಕೊಳ್ಳಲಾಗಿದ್ದ ಕಾರ್ಯಕ್ರಮದಲ್ಲಿ ಪ್ರಜಾಪ್ರಭುತ್ವ ಮತ್ತು ಸಂವಿಧಾನದ ಬಗ್ಗೆ ಅರಿವು ಮೂಡಿಸುವ ಉದ್ದೇಶದಿಂದ ಸೈಕಲ್ ರ್‍ಯಾಲಿಗೆ ಎಂ.ಎಸ್.ಐ.ಎಲ್ ಅಧ್ಯಕ್ಷರು ಹಾಗೂ ಶಾಸಕರಾದ ಸಿ. ಪುಟ್ಟರಂಗಶೆಟ್ಟಿ, ಎ.ಆರ್. ಕೃಷ್ಣಮೂರ್ತಿ ಅವರು ಚಾಲನೆ ನೀಡಿದರು. ಸೈಕಲ್ ರ್‍ಯಾಲಿಗೂ ಮೊದಲು ಜಿಲ್ಲಾಡಳಿತ ಭವನದ ಮುಖ್ಯದ್ವಾರದಲ್ಲಿ ಡಾ. ಬಿ.ಆರ್. ಅಂಬೇಡ್ಕರ್ ಪ್ರತಿಮೆಗೆ ಗಣ್ಯರು ಮಾಲಾರ್ಪಣೆ ಮಾಡಿ ಗೌರವ ಸಲ್ಲಿಸಿದರು. ಬಳಿಕ ನಡೆದ ವೇದಿಕೆ ಕಾರ್ಯಕ್ರಮದಲ್ಲಿ ರಾಜ್ಯದಲ್ಲಿಯೇ ಮಾದರಿ ಬಣ್ಣಬಣ್ಣದ ಬೀದರ್‌ನಿಂದ ಚಾಮರಾಜನಗರದವರೆಗೆ ಮಾನವ ಸರಪಳಿ ಕಾರ್ಯಕ್ರಮ ನಡೆಯಿತು. ಈ ಬಾರಿ 18 ವರ್ಷ ತುಂಬಿದ ನೂತನ ಮತದಾರರು ಹಾಗೂ ವಿದ್ಯಾರ್ಥಿಗಳಿಂದ ಸಾಂಸ್ಕೃತಿಕ ಕಾರ್ಯಕ್ರಮ ನಡೆಯಿತು. ಬಳಿಕ ಗಣ್ಯರು ಅಂತಾರಾಷ್ಟ್ರೀಯ ಪ್ರಜಾಪ್ರಭುತ್ವ ದಿನದ ಸಂದೇಶ ಭಿತ್ತಿಪತ್ರ ಹಾಗೂ ಸೈಕಲ್ ಜಾಥಾದ ಬ್ಯಾನರ್ ಬಿಡುಗಡೆ ಮಾಡಿದರು. ನಮ್ಮ ಮತ ನಮ್ಮ ಹಕ್ಕು ಎಂಬ ಘೋಷಣೆಯೊಂದಿಗೆ ಸೈಕಲ್ ಜಾಥಾದಲ್ಲಿ ವಿದ್ಯಾರ್ಥಿಗಳು, ಸಾರ್ವಜನಿಕರು ಪಾಲ್ಗೊಂಡರು. xyxy=(433,1557,786,1905)
main-subheadline: ಪಂಚ ಗ್ಯಾರಂಟಿ ಯೋಜನೆಗಳ ಅನುಷ್ಠಾನ ಕುರಿತ ಕಾರ್ಯಗಾರ ಹಾಗೂ ಪ್ರಗತಿ ಪರಿಶೀಲನಾ ಸಭೆ xyxy=(57,503,1529,571)
logo-anniversary-badge: 35 xyxy=(148,72,261,184)
newspaper-logo xyxy=(61,44,337,252)
column-divider xyxy=(430,1208,431,2292)
